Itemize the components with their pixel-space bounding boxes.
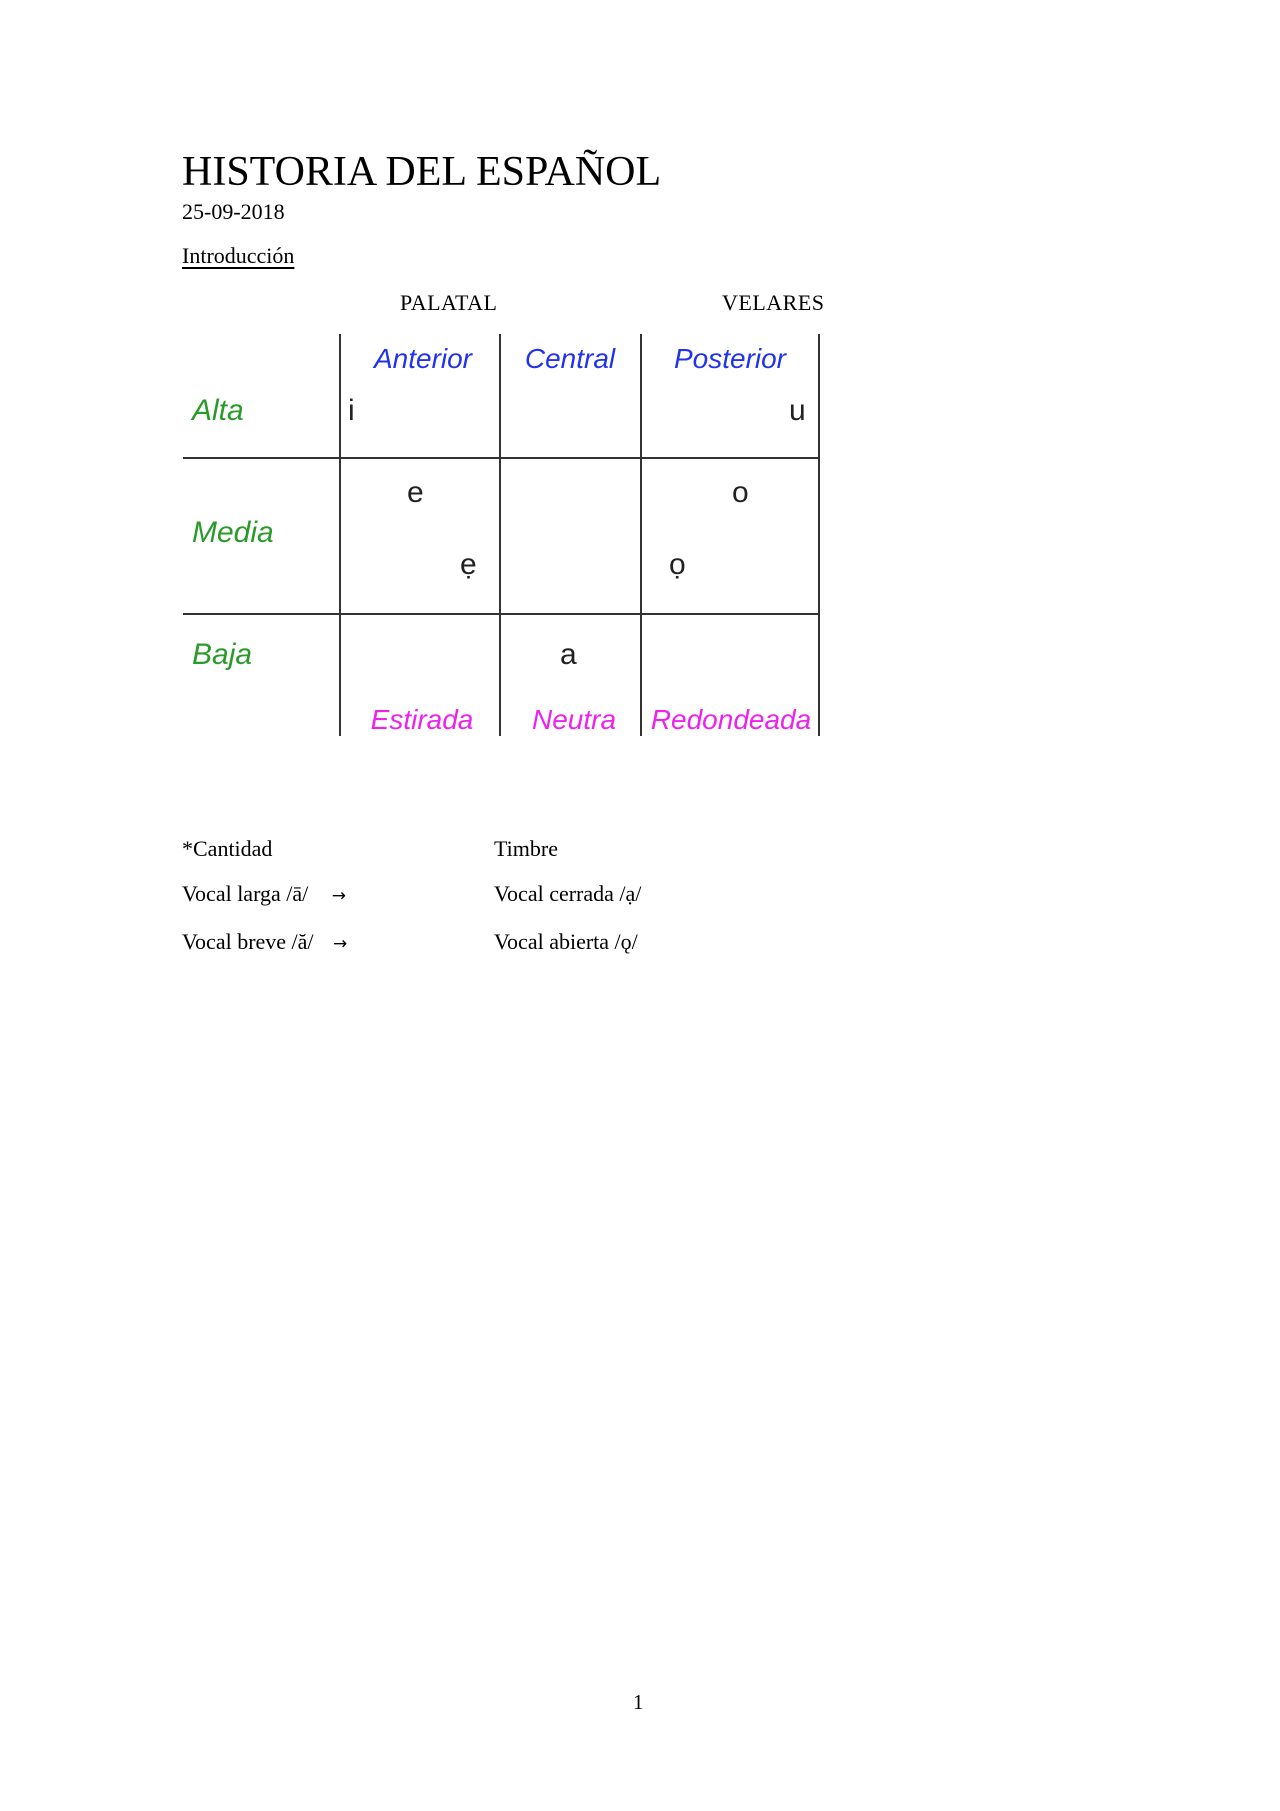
row-header-media: Media xyxy=(192,516,274,549)
quantity-heading: *Cantidad xyxy=(182,836,273,861)
bottom-label-neutra: Neutra xyxy=(531,704,617,735)
vowel-chart xyxy=(178,328,823,740)
document-title: HISTORIA DEL ESPAÑOL xyxy=(182,149,662,195)
quantity-item-text: Vocal breve /ă/ xyxy=(182,929,314,954)
section-heading: Introducción xyxy=(182,243,295,268)
column-header-central: Central xyxy=(524,343,616,374)
quantity-item xyxy=(182,929,347,955)
vowel-o-open: ọ xyxy=(669,548,686,581)
quantity-item xyxy=(182,881,346,907)
vowel-a: a xyxy=(560,638,577,671)
velar-label: VELARES xyxy=(722,290,825,315)
chart-grid xyxy=(183,334,819,736)
vowel-e-open: ẹ xyxy=(460,548,477,581)
bottom-label-estirada: Estirada xyxy=(370,704,474,735)
bottom-label-redondeada: Redondeada xyxy=(650,704,812,735)
vowel-u: u xyxy=(789,394,806,427)
column-header-posterior: Posterior xyxy=(673,343,787,374)
arrow-icon: → xyxy=(331,886,347,906)
page-number: 1 xyxy=(633,1690,644,1714)
document-date: 25-09-2018 xyxy=(182,199,285,224)
column-header-anterior: Anterior xyxy=(373,343,473,374)
row-header-alta: Alta xyxy=(192,394,244,427)
arrow-icon: → xyxy=(333,934,348,954)
timbre-heading: Timbre xyxy=(494,836,558,861)
timbre-item: Vocal abierta /ǫ/ xyxy=(494,929,638,954)
vowel-o: o xyxy=(732,476,749,509)
row-header-baja: Baja xyxy=(192,638,253,671)
vowel-i: i xyxy=(348,394,355,427)
palatal-label: PALATAL xyxy=(400,290,498,315)
vowel-e: e xyxy=(407,476,424,509)
quantity-item-text: Vocal larga /ā/ xyxy=(182,881,309,906)
timbre-item: Vocal cerrada /ạ/ xyxy=(494,881,642,906)
